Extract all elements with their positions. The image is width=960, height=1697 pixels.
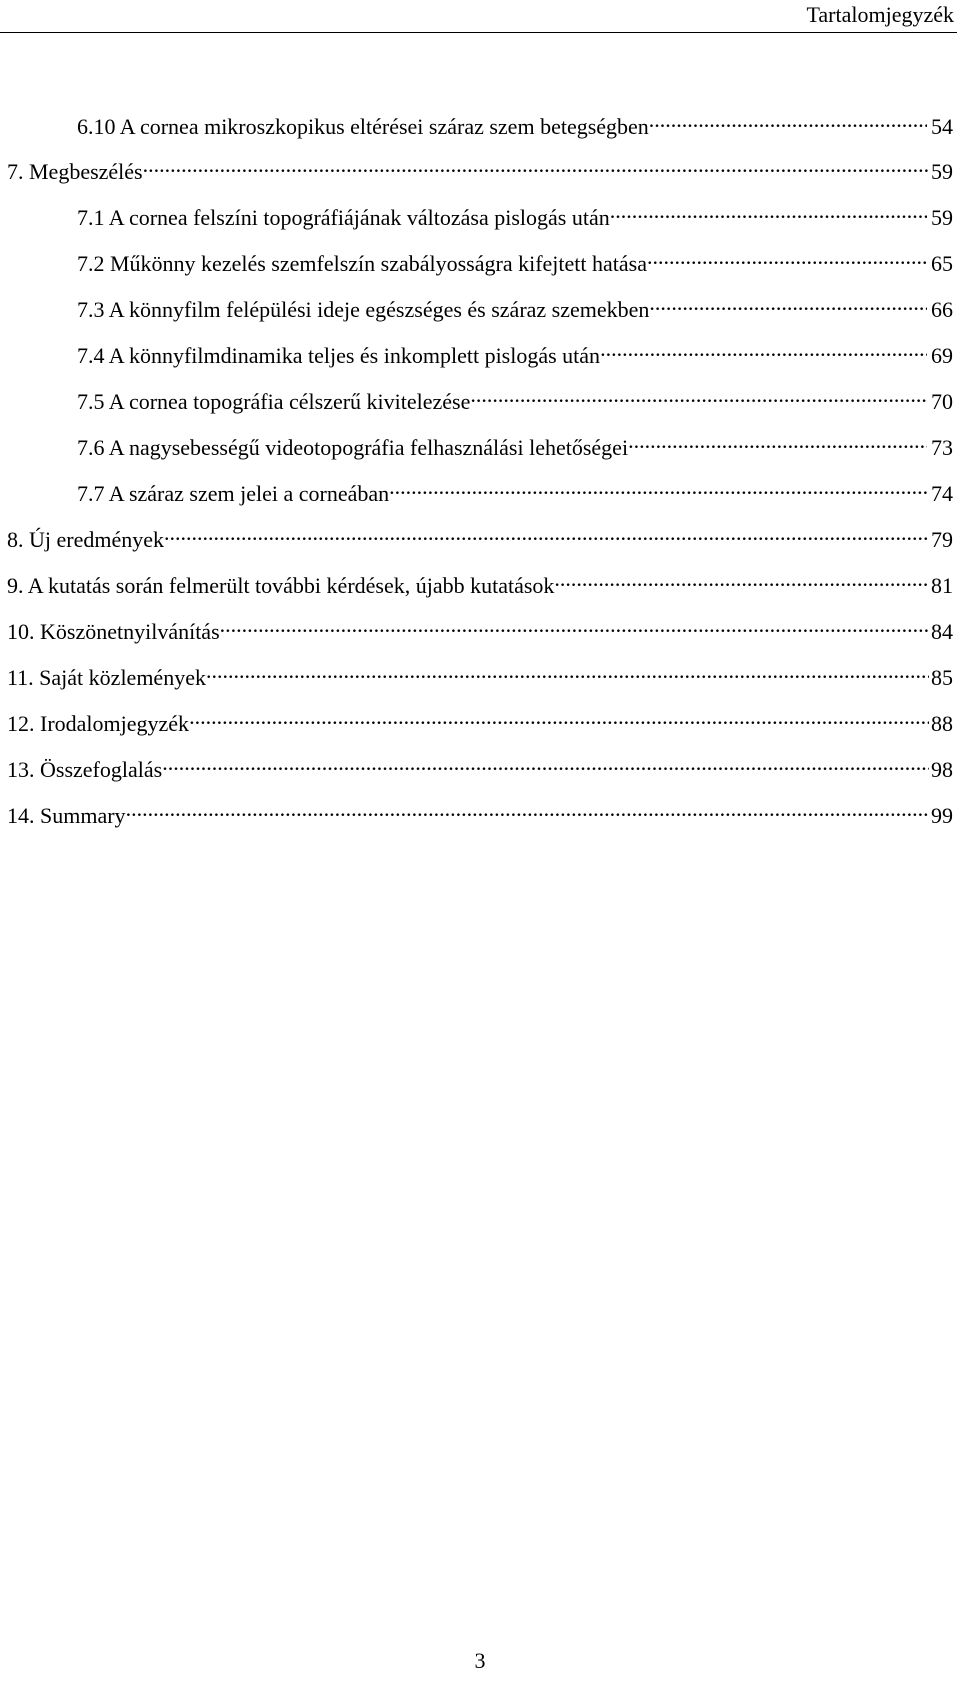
toc-entry-title: 7.5 A cornea topográfia célszerű kivitelezése bbox=[77, 389, 471, 414]
toc-entry-title: 7. Megbeszélés bbox=[7, 159, 143, 184]
toc-dot-leader bbox=[628, 427, 927, 455]
toc-entry[interactable] bbox=[7, 795, 953, 828]
toc-dot-leader bbox=[220, 611, 929, 639]
toc-dot-leader bbox=[649, 106, 927, 134]
toc-entry[interactable] bbox=[77, 197, 953, 230]
toc-dot-leader bbox=[554, 565, 929, 593]
toc-entry-page: 99 bbox=[931, 803, 953, 828]
toc-entry[interactable] bbox=[7, 565, 953, 598]
toc-dot-leader bbox=[389, 473, 927, 501]
toc-entry-title: 7.6 A nagysebességű videotopográfia felhasználási lehetőségei bbox=[77, 435, 629, 460]
toc-entry-page: 88 bbox=[931, 711, 953, 736]
toc-dot-leader bbox=[206, 657, 929, 685]
toc-dot-leader bbox=[143, 151, 929, 179]
toc-entry[interactable] bbox=[7, 519, 953, 552]
toc-entry[interactable] bbox=[77, 473, 953, 506]
toc-entry-page: 85 bbox=[931, 665, 953, 690]
toc-entry-page: 70 bbox=[931, 389, 953, 414]
toc-dot-leader bbox=[647, 243, 927, 271]
toc-entry[interactable] bbox=[7, 657, 953, 690]
toc-entry[interactable] bbox=[77, 381, 953, 414]
toc-entry-page: 98 bbox=[931, 757, 953, 782]
toc-entry[interactable] bbox=[7, 151, 953, 184]
toc-dot-leader bbox=[600, 335, 927, 363]
toc-dot-leader bbox=[164, 519, 929, 547]
toc-entry-page: 69 bbox=[931, 343, 953, 368]
toc-entry-page: 81 bbox=[931, 573, 953, 598]
toc-entry-title: 11. Saját közlemények bbox=[7, 665, 206, 690]
toc-entry-page: 54 bbox=[931, 114, 953, 139]
toc-dot-leader bbox=[126, 795, 929, 823]
toc-entry-page: 59 bbox=[931, 159, 953, 184]
toc-entry-title: 10. Köszönetnyilvánítás bbox=[7, 619, 220, 644]
toc-entry[interactable] bbox=[77, 289, 953, 322]
toc-dot-leader bbox=[610, 197, 927, 225]
toc-entry-page: 84 bbox=[931, 619, 953, 644]
toc-entry-page: 74 bbox=[931, 481, 953, 506]
toc-entry-title: 12. Irodalomjegyzék bbox=[7, 711, 190, 736]
toc-entry-page: 66 bbox=[931, 297, 953, 322]
page-number: 3 bbox=[474, 1648, 486, 1673]
toc-entry[interactable] bbox=[77, 427, 953, 460]
toc-dot-leader bbox=[189, 703, 929, 731]
toc-entry-title: 6.10 A cornea mikroszkopikus eltérései száraz szem betegségben bbox=[77, 114, 649, 139]
toc-entry[interactable] bbox=[77, 243, 953, 276]
toc-entry-title: 9. A kutatás során felmerült további kérdések, újabb kutatások bbox=[7, 573, 555, 598]
toc-entry[interactable] bbox=[77, 335, 953, 368]
toc-entry-page: 59 bbox=[931, 205, 953, 230]
toc-entry-title: 7.4 A könnyfilmdinamika teljes és inkomplett pislogás után bbox=[77, 343, 601, 368]
toc-entry-page: 79 bbox=[931, 527, 953, 552]
toc-dot-leader bbox=[649, 289, 927, 317]
running-header bbox=[0, 0, 957, 33]
toc-entry[interactable] bbox=[7, 703, 953, 736]
toc-entry[interactable] bbox=[7, 749, 953, 782]
toc-entry-title: 13. Összefoglalás bbox=[7, 757, 163, 782]
running-header-title: Tartalomjegyzék bbox=[806, 2, 954, 27]
toc-entry-page: 73 bbox=[931, 435, 953, 460]
toc-entry-title: 7.7 A száraz szem jelei a corneában bbox=[77, 481, 390, 506]
toc-entry[interactable] bbox=[77, 106, 953, 139]
toc-entry-title: 8. Új eredmények bbox=[7, 527, 164, 552]
toc-entry-title: 7.2 Műkönny kezelés szemfelszín szabályosságra kifejtett hatása bbox=[77, 251, 647, 276]
toc-entry-title: 14. Summary bbox=[7, 803, 126, 828]
toc-entry-title: 7.3 A könnyfilm felépülési ideje egészséges és száraz szemekben bbox=[77, 297, 650, 322]
toc-dot-leader bbox=[470, 381, 927, 409]
toc-entry-page: 65 bbox=[931, 251, 953, 276]
toc-dot-leader bbox=[162, 749, 929, 777]
toc-entry[interactable] bbox=[7, 611, 953, 644]
toc-entry-title: 7.1 A cornea felszíni topográfiájának változása pislogás után bbox=[77, 205, 610, 230]
